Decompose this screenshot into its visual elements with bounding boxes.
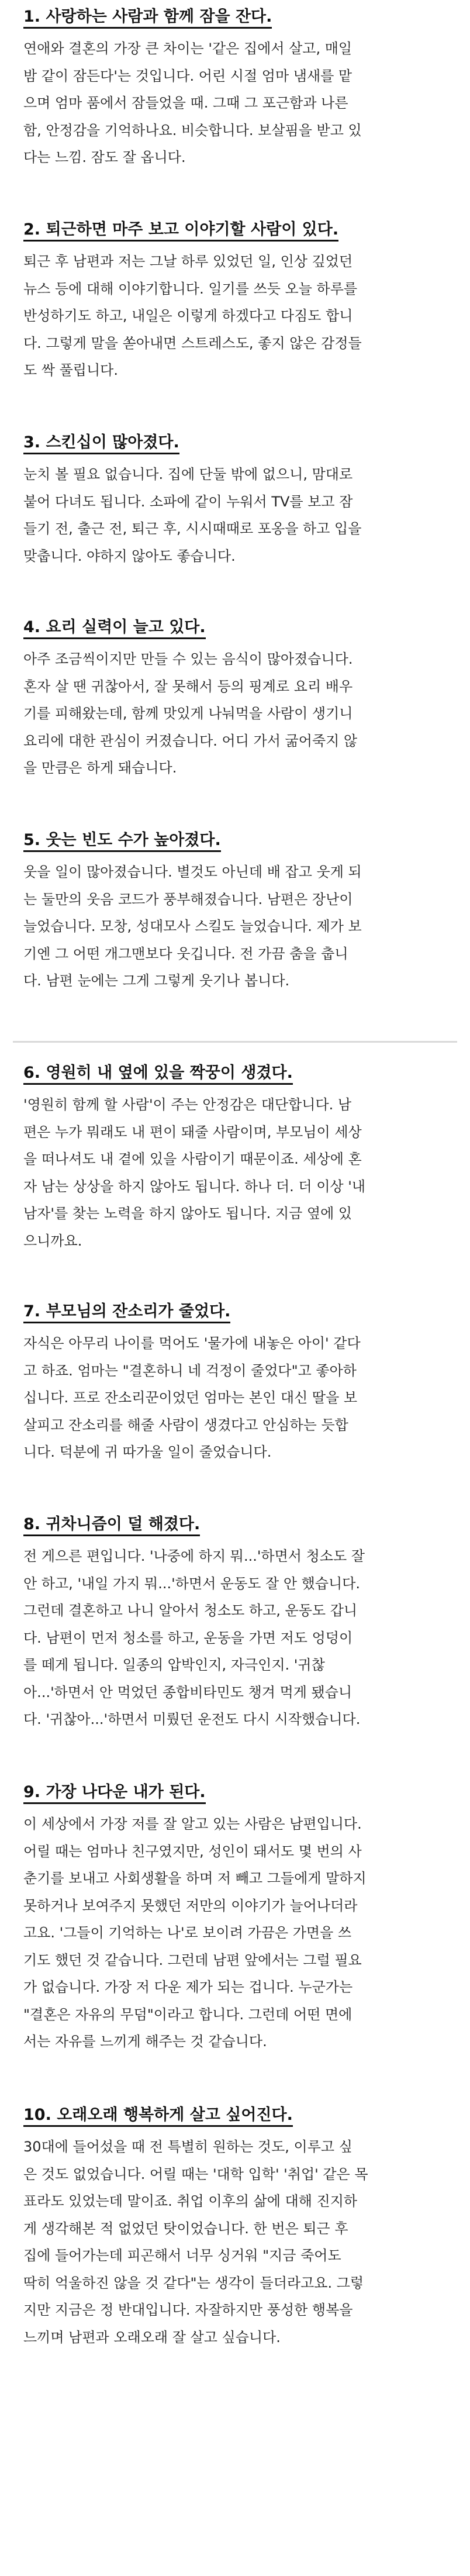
section-2 xyxy=(23,216,459,384)
section-body xyxy=(23,248,459,384)
body-line: 자식은 아무리 나이를 먹어도 '물가에 내놓은 아이' 같다 xyxy=(23,1335,361,1351)
body-line: 딱히 억울하진 않을 것 같다"는 생각이 들더라고요. 그렇 xyxy=(23,2274,364,2291)
body-line: 도 싹 풀립니다. xyxy=(23,362,118,378)
body-line: 으니까요. xyxy=(23,1232,82,1249)
body-line: 전 게으른 편입니다. '나중에 하지 뭐...'하면서 청소도 잘 xyxy=(23,1548,365,1564)
body-line: "결혼은 자유의 무덤"이라고 합니다. 그런데 어떤 면에 xyxy=(23,2006,352,2023)
body-line: 뉴스 등에 대해 이야기합니다. 일기를 쓰듯 오늘 하루를 xyxy=(23,280,358,297)
body-line: 가 없습니다. 가장 저 다운 제가 되는 겁니다. 누군가는 xyxy=(23,1979,353,1995)
body-line: 서는 자유를 느끼게 해주는 것 같습니다. xyxy=(23,2033,267,2050)
section-title: 4. 요리 실력이 늘고 있다. xyxy=(23,618,206,639)
section-10 xyxy=(23,2102,459,2351)
section-title: 10. 오래오래 행복하게 살고 싶어진다. xyxy=(23,2106,293,2127)
section-4 xyxy=(23,614,459,782)
body-line: 는 둘만의 웃음 코드가 풍부해졌습니다. 남편은 장난이 xyxy=(23,891,353,908)
body-line: 아주 조금씩이지만 만들 수 있는 음식이 많아졌습니다. xyxy=(23,651,353,667)
section-6 xyxy=(23,1060,459,1254)
body-line: 으며 엄마 품에서 잠들었을 때. 그때 그 포근함과 나른 xyxy=(23,95,348,111)
section-8 xyxy=(23,1511,459,1733)
body-line: 혼자 살 땐 귀찮아서, 잘 못해서 등의 핑계로 요리 배우 xyxy=(23,678,353,695)
body-line: 이 세상에서 가장 저를 잘 알고 있는 사람은 남편입니다. xyxy=(23,1816,362,1832)
body-line: 다. 남편 눈에는 그게 그렇게 웃기나 봅니다. xyxy=(23,973,290,989)
body-line: 자 남는 상상을 하지 않아도 됩니다. 하나 더. 더 이상 '내 xyxy=(23,1178,366,1195)
section-title: 6. 영원히 내 옆에 있을 짝꿍이 생겼다. xyxy=(23,1064,293,1085)
body-line: 다. 그렇게 말을 쏟아내면 스트레스도, 좋지 않은 감정들 xyxy=(23,334,362,351)
section-body xyxy=(23,1091,459,1254)
body-line: 어릴 때는 엄마나 친구였지만, 성인이 돼서도 몇 번의 사 xyxy=(23,1843,362,1860)
section-body xyxy=(23,1543,459,1733)
section-title: 3. 스킨십이 많아졌다. xyxy=(23,433,179,454)
body-line: 들기 전, 출근 전, 퇴근 후, 시시때때로 포옹을 하고 입을 xyxy=(23,520,362,537)
section-title: 2. 퇴근하면 마주 보고 이야기할 사람이 있다. xyxy=(23,220,338,242)
section-body xyxy=(23,646,459,782)
body-line: 고 하죠. 엄마는 "결혼하니 네 걱정이 줄었다"고 좋아하 xyxy=(23,1362,357,1379)
section-body xyxy=(23,858,459,995)
body-line: 그런데 결혼하고 나니 알아서 청소도 하고, 운동도 갑니 xyxy=(23,1602,358,1619)
body-line: 다는 느낌. 잠도 잘 옵니다. xyxy=(23,149,186,165)
section-7 xyxy=(23,1298,459,1466)
body-line: 기를 피해왔는데, 함께 맛있게 나눠먹을 사람이 생기니 xyxy=(23,705,353,722)
section-body xyxy=(23,1811,459,2056)
body-line: 를 떼게 됩니다. 일종의 압박인지, 자극인지. '귀찮 xyxy=(23,1657,325,1673)
body-line: 기엔 그 어떤 개그맨보다 웃깁니다. 전 가끔 춤을 춥니 xyxy=(23,945,348,962)
section-title: 8. 귀차니즘이 덜 해졌다. xyxy=(23,1515,200,1536)
body-line: 안 하고, '내일 가지 뭐...'하면서 운동도 잘 안 했습니다. xyxy=(23,1575,361,1592)
section-title: 7. 부모님의 잔소리가 줄었다. xyxy=(23,1302,230,1323)
body-line: 맞춥니다. 야하지 않아도 좋습니다. xyxy=(23,547,236,564)
body-line: 춘기를 보내고 사회생활을 하며 저 빼고 그들에게 말하지 xyxy=(23,1870,367,1887)
body-line: 다. 남편이 먼저 청소를 하고, 운동을 가면 저도 엉덩이 xyxy=(23,1629,353,1646)
section-3 xyxy=(23,429,459,570)
section-divider xyxy=(13,1041,457,1043)
section-title: 1. 사랑하는 사람과 함께 잠을 잔다. xyxy=(23,8,272,29)
body-line: 눈치 볼 필요 없습니다. 집에 단둘 밖에 없으니, 맘대로 xyxy=(23,466,353,482)
section-9 xyxy=(23,1779,459,2056)
section-body xyxy=(23,1330,459,1466)
body-line: 지만 지금은 정 반대입니다. 자잘하지만 풍성한 행복을 xyxy=(23,2302,353,2318)
body-line: 30대에 들어섰을 때 전 특별히 원하는 것도, 이루고 싶 xyxy=(23,2139,352,2155)
body-line: 함, 안정감을 기억하나요. 비슷합니다. 보살핌을 받고 있 xyxy=(23,122,362,139)
body-line: 붙어 다녀도 됩니다. 소파에 같이 누워서 TV를 보고 잠 xyxy=(23,493,353,510)
body-line: 아...'하면서 안 먹었던 종합비타민도 챙겨 먹게 됐습니 xyxy=(23,1684,352,1701)
body-line: 웃을 일이 많아졌습니다. 별것도 아닌데 배 잡고 웃게 되 xyxy=(23,864,362,880)
body-line: 살피고 잔소리를 해줄 사람이 생겼다고 안심하는 듯합 xyxy=(23,1416,348,1433)
body-line: 기도 했던 것 같습니다. 그런데 남편 앞에서는 그럴 필요 xyxy=(23,1951,362,1968)
body-line: 은 것도 없었습니다. 어릴 때는 '대학 입학' '취업' 같은 목 xyxy=(23,2165,368,2182)
section-title: 9. 가장 나다운 내가 된다. xyxy=(23,1783,206,1804)
body-line: 다. '귀찮아...'하면서 미뤘던 운전도 다시 시작했습니다. xyxy=(23,1711,361,1727)
body-line: 못하거나 보여주지 못했던 저만의 이야기가 늘어나더라 xyxy=(23,1897,358,1914)
body-line: 늘었습니다. 모창, 성대모사 스킬도 늘었습니다. 제가 보 xyxy=(23,918,362,934)
body-line: 연애와 결혼의 가장 큰 차이는 '같은 집에서 살고, 매일 xyxy=(23,40,352,57)
body-line: 집에 들어가는데 피곤해서 너무 싱거워 "지금 죽어도 xyxy=(23,2247,341,2264)
body-line: 느끼며 남편과 오래오래 잘 살고 싶습니다. xyxy=(23,2329,281,2346)
body-line: 퇴근 후 남편과 저는 그날 하루 있었던 일, 인상 깊었던 xyxy=(23,253,353,270)
section-body xyxy=(23,2133,459,2351)
body-line: 십니다. 프로 잔소리꾼이었던 엄마는 본인 대신 딸을 보 xyxy=(23,1389,358,1406)
body-line: 을 만큼은 하게 돼습니다. xyxy=(23,760,177,776)
section-5 xyxy=(23,827,459,995)
body-line: 을 떠나셔도 내 곁에 있을 사람이기 때문이죠. 세상에 혼 xyxy=(23,1151,362,1167)
body-line: 남자'를 찾는 노력을 하지 않아도 됩니다. 지금 옆에 있 xyxy=(23,1205,352,1222)
body-line: 요리에 대한 관심이 커졌습니다. 어디 가서 굶어죽지 않 xyxy=(23,732,358,749)
body-line: 반성하기도 하고, 내일은 이렇게 하겠다고 다짐도 합니 xyxy=(23,308,353,324)
body-line: 게 생각해본 적 없었던 탓이었습니다. 한 번은 퇴근 후 xyxy=(23,2220,348,2237)
body-line: 고요. '그들이 기억하는 나'로 보이려 가끔은 가면을 쓰 xyxy=(23,1925,352,1941)
section-body xyxy=(23,35,459,171)
body-line: '영원히 함께 할 사람'이 주는 안정감은 대단합니다. 남 xyxy=(23,1096,352,1113)
section-title: 5. 웃는 빈도 수가 높아졌다. xyxy=(23,831,221,852)
body-line: 밤 같이 잠든다'는 것입니다. 어린 시절 엄마 냄새를 맡 xyxy=(23,67,352,84)
section-1 xyxy=(23,4,459,171)
section-body xyxy=(23,461,459,570)
body-line: 니다. 덕분에 귀 따가울 일이 줄었습니다. xyxy=(23,1444,272,1460)
body-line: 편은 누가 뭐래도 내 편이 돼줄 사람이며, 부모님이 세상 xyxy=(23,1123,362,1140)
body-line: 표라도 있었는데 말이죠. 취업 이후의 삶에 대해 진지하 xyxy=(23,2193,358,2209)
